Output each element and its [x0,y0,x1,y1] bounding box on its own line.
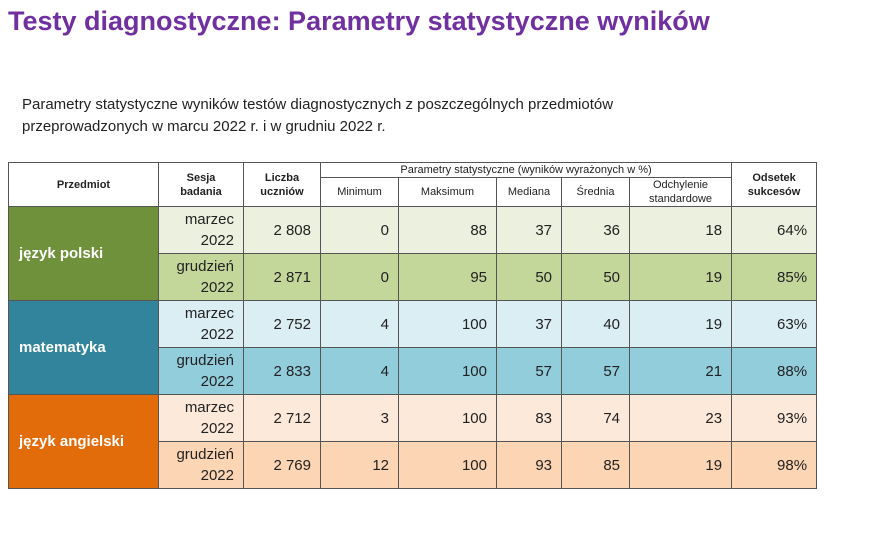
header-subject: Przedmiot [9,163,159,207]
success-cell: 88% [732,348,817,395]
intro-text [22,94,782,138]
median-cell: 50 [497,254,562,301]
min-cell: 0 [321,207,399,254]
max-cell: 100 [399,301,497,348]
count-cell: 2 833 [244,348,321,395]
min-cell: 3 [321,395,399,442]
success-cell: 98% [732,442,817,489]
min-cell: 0 [321,254,399,301]
header-count: Liczba uczniów [244,163,321,207]
std-cell: 19 [630,442,732,489]
header-min: Minimum [321,178,399,207]
subject-label-angielski: język angielski [9,395,159,489]
session-cell: grudzień 2022 [159,442,244,489]
max-cell: 100 [399,348,497,395]
header-stats-group: Parametry statystyczne (wyników wyrażonych w %) [321,163,732,178]
session-cell: marzec 2022 [159,301,244,348]
session-cell: grudzień 2022 [159,348,244,395]
statistics-table [8,162,817,489]
table-row [9,207,817,254]
mean-cell: 36 [562,207,630,254]
std-cell: 23 [630,395,732,442]
count-cell: 2 752 [244,301,321,348]
std-cell: 19 [630,254,732,301]
header-max: Maksimum [399,178,497,207]
subject-label-polski: język polski [9,207,159,301]
min-cell: 4 [321,301,399,348]
median-cell: 57 [497,348,562,395]
count-cell: 2 871 [244,254,321,301]
std-cell: 21 [630,348,732,395]
median-cell: 93 [497,442,562,489]
subject-label-matematyka: matematyka [9,301,159,395]
table-row [9,395,817,442]
max-cell: 100 [399,442,497,489]
median-cell: 37 [497,301,562,348]
header-median: Mediana [497,178,562,207]
max-cell: 88 [399,207,497,254]
session-cell: grudzień 2022 [159,254,244,301]
success-cell: 63% [732,301,817,348]
std-cell: 18 [630,207,732,254]
session-cell: marzec 2022 [159,395,244,442]
header-session: Sesja badania [159,163,244,207]
success-cell: 85% [732,254,817,301]
header-success: Odsetek sukcesów [732,163,817,207]
success-cell: 93% [732,395,817,442]
mean-cell: 50 [562,254,630,301]
min-cell: 12 [321,442,399,489]
page-title: Testy diagnostyczne: Parametry statystyczne wyników [8,6,710,36]
success-cell: 64% [732,207,817,254]
intro-line-1: Parametry statystyczne wyników testów diagnostycznych z poszczególnych przedmiotów [22,96,614,113]
median-cell: 83 [497,395,562,442]
table-row [9,301,817,348]
max-cell: 95 [399,254,497,301]
intro-line-2: przeprowadzonych w marcu 2022 r. i w grudniu 2022 r. [22,118,386,135]
max-cell: 100 [399,395,497,442]
header-mean: Średnia [562,178,630,207]
session-cell: marzec 2022 [159,207,244,254]
count-cell: 2 769 [244,442,321,489]
mean-cell: 40 [562,301,630,348]
median-cell: 37 [497,207,562,254]
count-cell: 2 808 [244,207,321,254]
mean-cell: 74 [562,395,630,442]
mean-cell: 57 [562,348,630,395]
count-cell: 2 712 [244,395,321,442]
header-std: Odchylenie standardowe [630,178,732,207]
std-cell: 19 [630,301,732,348]
mean-cell: 85 [562,442,630,489]
min-cell: 4 [321,348,399,395]
